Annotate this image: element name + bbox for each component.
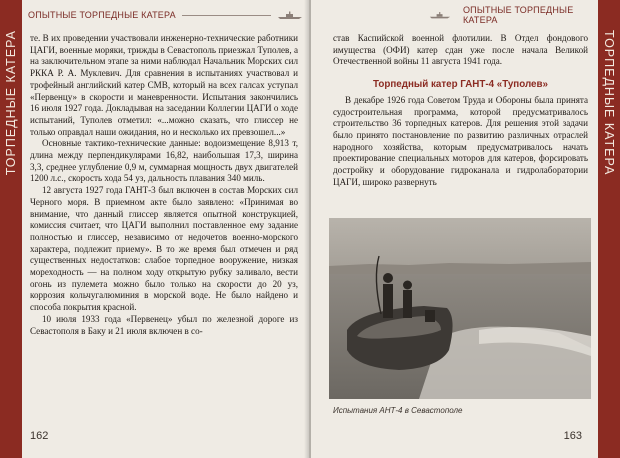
page-number-left: 162 (30, 430, 49, 442)
paragraph: 12 августа 1927 года ГАНТ-3 был включен в состав Морских сил Черного моря. В приемном акте было заявлено: «Принимая во внимание, что данный глиссер является опытной конструкцией, комиссия считает, что ЦАГИ выполнил поставленное ему задание полностью и глиссер, независимо от недочетов военно-морского характера, подлежит приему». В то же время был отмечен и ряд существенных недостатков: слабое торпедное вооружение, низкая мореходность — на полном ходу открытую рубку заливало, вести огонь из пулемета можно было только на скорости до 20 уз, коррозия кольчугалюминия в морской воде. Не было найдено и способа покрытия красной. (30, 185, 298, 313)
left-body-text (30, 33, 298, 337)
paragraph: те. В их проведении участвовали инженерно-технические работники ЦАГИ, военные моряки, трижды в Севастополь приезжал Туполев, а на заключительном этапе за ними наблюдал Начальник Морских сил РККА Р. А. Муклевич. Для сравнения в испытаниях участвовал и трофейный английский катер СМВ, который на всех галсах уступал «Первенцу» в скорости и маневренности. Испытания закончились 16 июля 1927 года. Докладывая на заседании Коллегии ЦАГИ о ходе испытаний, Туполев отметил: «...можно сказать, что глиссер не только оправдал наши ожидания, но и несколько их превзошел...» (30, 33, 298, 137)
paragraph: став Каспийской военной флотилии. В Отдел фондового имущества (ОФИ) катер сдан уже после начала Великой Отечественной войны 11 августа 1941 года. (333, 33, 588, 67)
photo-caption: Испытания АНТ-4 в Севастополе (333, 406, 463, 415)
right-page (311, 0, 620, 458)
paragraph: В декабре 1926 года Советом Труда и Обороны была принята судостроительная программа, которой предусматривалось строительство 36 торпедных катеров. Для решения этой задачи было принято постановление по развитию различных отраслей народного хозяйства, которым предусматривалось начать проектирование специальных моторов для катеров, форсировать достройку и оборудование гидроканала и гидролаборатории ЦАГИ, широко развернуть (333, 94, 588, 187)
paragraph: 10 июля 1933 года «Первенец» убыл по железной дороге из Севастополя в Баку и 21 июля включен в со- (30, 313, 298, 336)
running-head-title: ОПЫТНЫЕ ТОРПЕДНЫЕ КАТЕРА (462, 5, 574, 25)
right-body-text (333, 33, 588, 188)
left-running-head (28, 9, 303, 21)
running-head-rule (182, 15, 271, 16)
running-head-title: ОПЫТНЫЕ ТОРПЕДНЫЕ КАТЕРА (28, 10, 176, 20)
paragraph: Основные тактико-технические данные: водоизмещение 8,913 т, длина между перпендикулярами 16,82, наибольшая 17,3, ширина 3,3, среднее углубление 0,9 м, суммарная мощность двух двигателей 1200 л.с., скорость хода 54 уз, дальность плавания 340 миль. (30, 138, 298, 184)
section-heading: Торпедный катер ГАНТ-4 «Туполев» (373, 79, 548, 91)
right-running-head (429, 5, 588, 25)
right-side-tab (598, 0, 620, 458)
left-side-tab (0, 0, 22, 458)
side-tab-label: ТОРПЕДНЫЕ КАТЕРА (602, 30, 616, 176)
ship-icon (277, 11, 303, 19)
torpedo-boat-photo (329, 218, 591, 399)
page-number-right: 163 (563, 430, 582, 442)
left-page (0, 0, 309, 458)
side-tab-label: ТОРПЕДНЫЕ КАТЕРА (4, 30, 18, 176)
ship-icon (429, 11, 451, 19)
